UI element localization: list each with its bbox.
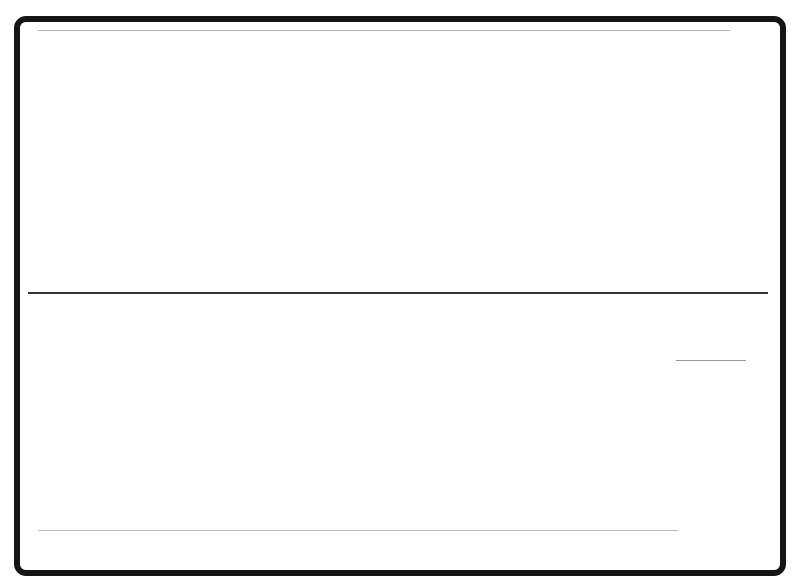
header-rule — [676, 360, 746, 361]
day-header — [638, 341, 746, 373]
top-rule — [38, 30, 730, 31]
binding-wire — [28, 292, 768, 294]
day-column-sunday — [638, 341, 746, 373]
bottom-rule — [38, 530, 678, 531]
spiral-binding — [18, 275, 778, 315]
